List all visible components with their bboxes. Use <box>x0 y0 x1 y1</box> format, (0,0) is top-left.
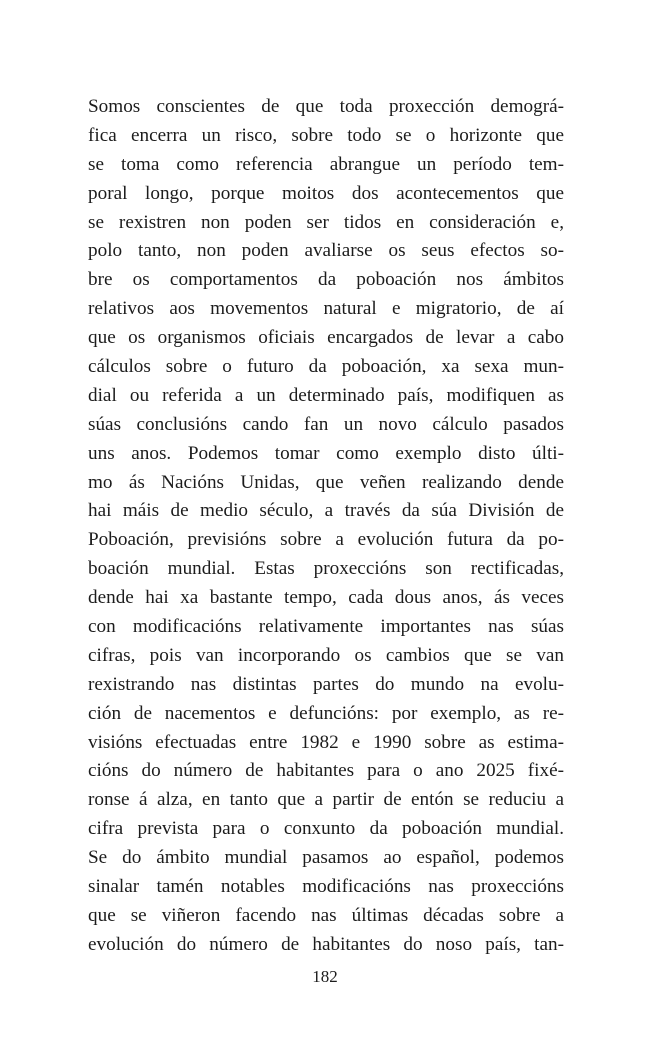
text-line: evolución do número de habitantes do noso país, tan- <box>88 933 564 955</box>
text-line: mo ás Nacións Unidas, que veñen realizando dende <box>88 471 564 493</box>
text-line: con modificacións relativamente importantes nas súas <box>88 616 564 638</box>
text-line: Somos conscientes de que toda proxección demográ- <box>88 96 564 117</box>
body-paragraph <box>88 93 564 960</box>
text-line: relativos aos movementos natural e migratorio, de aí <box>88 298 564 320</box>
text-line: se toma como referencia abrangue un período tem- <box>88 153 564 175</box>
text-line: rexistrando nas distintas partes do mundo na evolu- <box>88 673 564 695</box>
text-line: bre os comportamentos da poboación nos ámbitos <box>88 269 564 291</box>
text-line: uns anos. Podemos tomar como exemplo disto últi- <box>88 442 564 464</box>
text-line: que se viñeron facendo nas últimas décadas sobre a <box>88 904 564 926</box>
text-line: cións do número de habitantes para o ano 2025 fixé- <box>88 760 564 782</box>
text-line: se rexistren non poden ser tidos en consideración e, <box>88 211 564 233</box>
text-line: dial ou referida a un determinado país, modifiquen as <box>88 384 564 406</box>
text-line: visións efectuadas entre 1982 e 1990 sobre as estima- <box>88 731 564 753</box>
text-line: ción de nacementos e defuncións: por exemplo, as re- <box>88 702 564 724</box>
text-line: hai máis de medio século, a través da súa División de <box>88 500 564 522</box>
text-line: Se do ámbito mundial pasamos ao español, podemos <box>88 847 564 869</box>
text-line: fica encerra un risco, sobre todo se o horizonte que <box>88 124 564 146</box>
text-line: dende hai xa bastante tempo, cada dous anos, ás veces <box>88 587 564 609</box>
text-line: boación mundial. Estas proxeccións son rectificadas, <box>88 558 564 580</box>
text-line: Poboación, previsións sobre a evolución futura da po- <box>88 529 564 551</box>
text-line: súas conclusións cando fan un novo cálculo pasados <box>88 413 564 435</box>
text-line: que os organismos oficiais encargados de levar a cabo <box>88 327 564 349</box>
page-number: 182 <box>312 967 338 986</box>
text-line: sinalar tamén notables modificacións nas proxeccións <box>88 876 564 898</box>
text-line: cifra prevista para o conxunto da poboación mundial. <box>88 818 564 840</box>
text-line: poral longo, porque moitos dos acontecementos que <box>88 182 564 204</box>
text-line: polo tanto, non poden avaliarse os seus efectos so- <box>88 240 564 262</box>
text-line: ronse á alza, en tanto que a partir de entón se reduciu a <box>88 789 564 811</box>
text-line: cálculos sobre o futuro da poboación, xa sexa mun- <box>88 356 564 378</box>
text-line: cifras, pois van incorporando os cambios que se van <box>88 644 564 666</box>
